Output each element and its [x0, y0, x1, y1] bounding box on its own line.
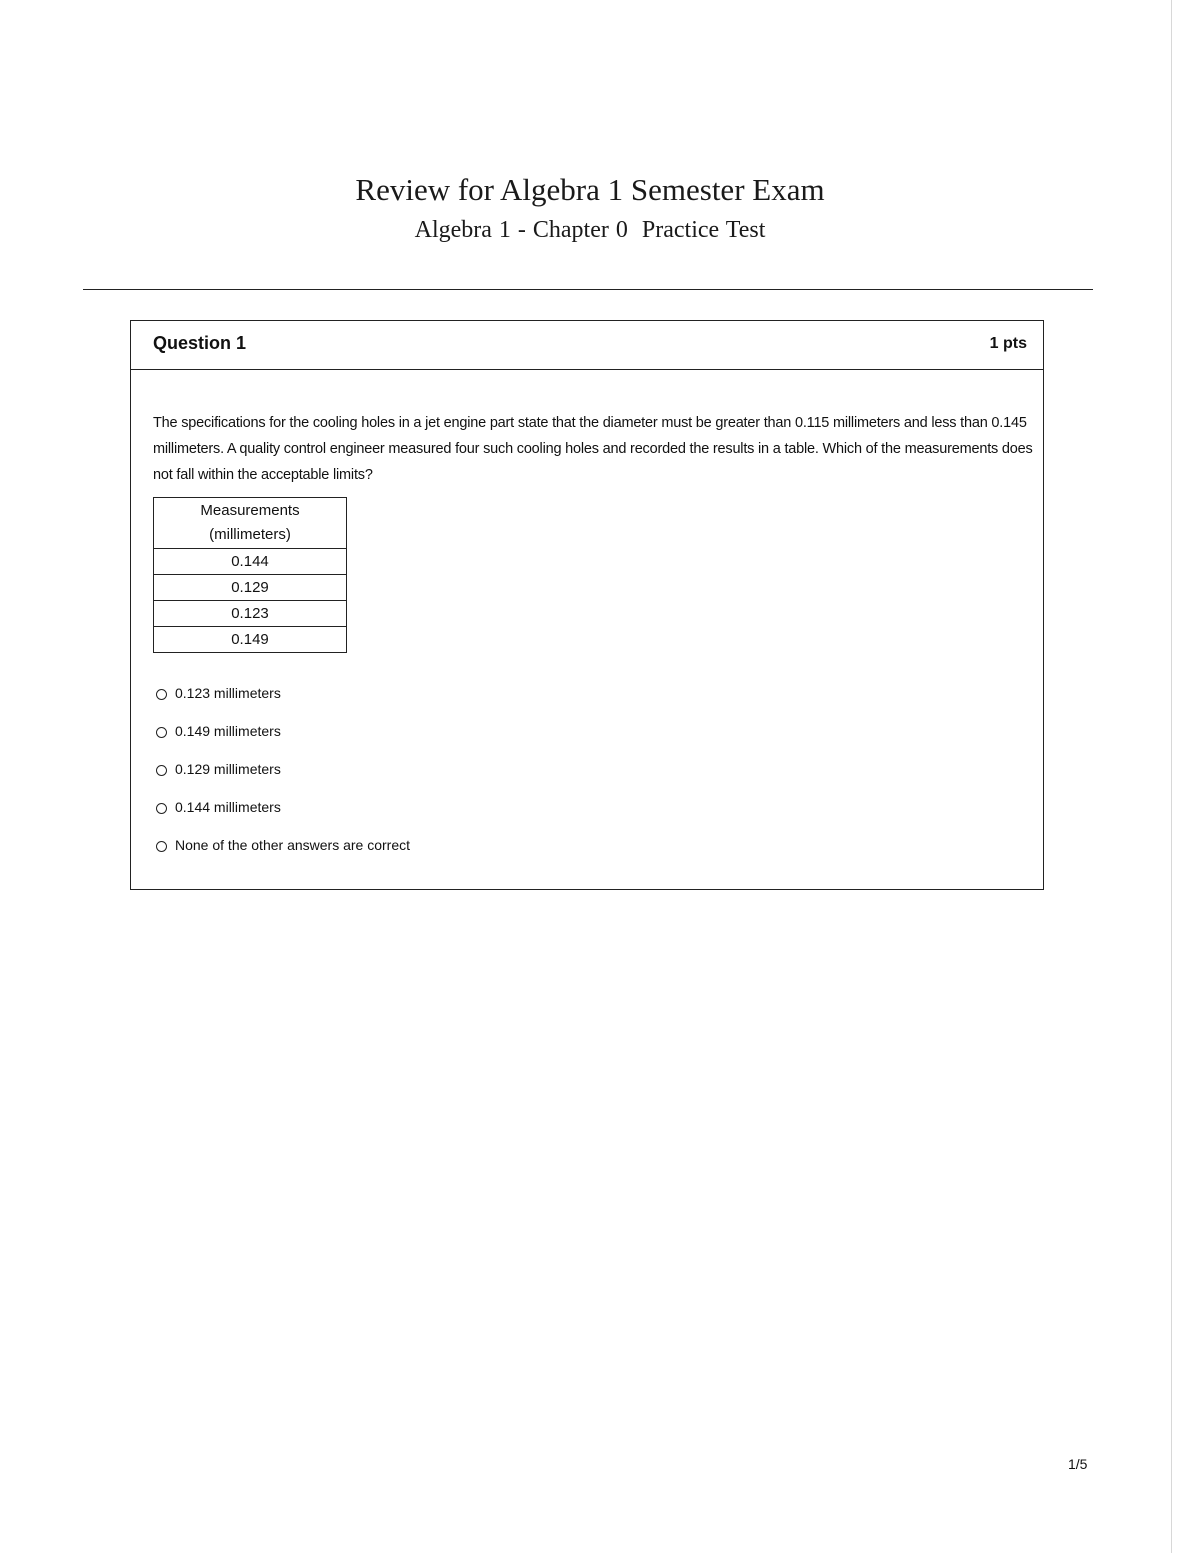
- table-cell: 0.123: [154, 601, 347, 627]
- table-row: [154, 601, 347, 627]
- page-subtitle: [0, 212, 1180, 248]
- page-number: 1/5: [1068, 1456, 1088, 1472]
- measurements-table: [153, 497, 347, 653]
- answer-choice[interactable]: [156, 799, 410, 837]
- page-title: Review for Algebra 1 Semester Exam: [355, 172, 825, 207]
- radio-icon[interactable]: [156, 727, 167, 738]
- header-divider: [83, 289, 1093, 290]
- answer-choice[interactable]: [156, 685, 410, 723]
- table-cell: 0.149: [154, 627, 347, 653]
- subtitle-course: Algebra 1 - Chapter 0: [414, 217, 628, 243]
- table-header-line2: (millimeters): [209, 526, 291, 543]
- table-cell: 0.144: [154, 549, 347, 575]
- answer-choice[interactable]: [156, 837, 410, 875]
- answer-choice-label: 0.129 millimeters: [175, 761, 281, 777]
- answer-choice[interactable]: [156, 723, 410, 761]
- answer-choices: [156, 685, 410, 875]
- answer-choice-label: None of the other answers are correct: [175, 837, 411, 853]
- answer-choice-label: 0.149 millimeters: [175, 723, 281, 739]
- question-card: [130, 320, 1044, 890]
- page-header: [0, 170, 1180, 248]
- answer-choice[interactable]: [156, 761, 410, 799]
- question-points: 1 pts: [989, 335, 1027, 352]
- radio-icon[interactable]: [156, 803, 167, 814]
- answer-choice-label: 0.144 millimeters: [175, 799, 281, 815]
- question-header: [131, 321, 1043, 370]
- measurements-table-header: [154, 498, 347, 549]
- table-row: [154, 627, 347, 653]
- subtitle-test: Practice Test: [641, 217, 766, 243]
- radio-icon[interactable]: [156, 765, 167, 776]
- table-row: [154, 575, 347, 601]
- answer-choice-label: 0.123 millimeters: [175, 685, 281, 701]
- table-header-line1: Measurements: [200, 502, 300, 519]
- radio-icon[interactable]: [156, 689, 167, 700]
- question-text: The specifications for the cooling holes in a jet engine part state that the diameter must be greater than 0.115 millimeters and less than 0.145 millimeters. A quality control engineer measured four such cooling holes and recorded the results in a table. Which of the measurements does not fall within the acceptable limits?: [153, 415, 1033, 483]
- table-row: [154, 549, 347, 575]
- radio-icon[interactable]: [156, 841, 167, 852]
- question-title: Question 1: [153, 333, 247, 353]
- table-cell: 0.129: [154, 575, 347, 601]
